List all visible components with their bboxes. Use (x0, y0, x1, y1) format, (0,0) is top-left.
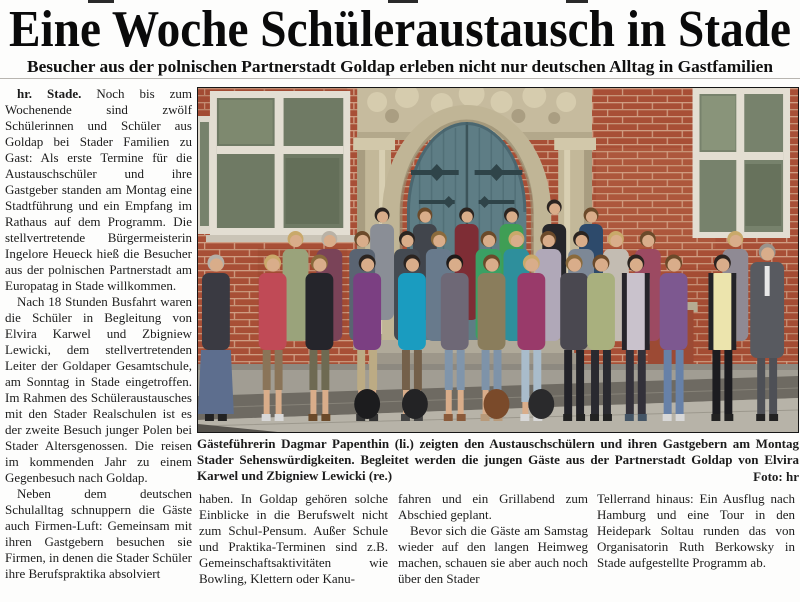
subheadline (0, 55, 800, 79)
headline (0, 1, 800, 57)
window-left (206, 91, 355, 242)
article-paragraph: fahren und ein Grillabend zum Abschied geplant. (398, 491, 588, 522)
paragraph-text: Noch bis zum Wochenende sind zwölf Schülerinnen und Schüler aus Goldap bei Stader Familien zu Gast: Als erste Termine für die Austauschschüler und ihre Gastgeber standen am Montag eine Stadtführung und ein Empfang im Rathaus auf dem Programm. Die stellvertretende Bürgermeisterin Ingelore Heueck hieß die Besucher aus der polnischen Partnerstadt am Europatag in Stade willkommen. (5, 86, 192, 293)
window-partial-left (198, 116, 212, 234)
bag (354, 389, 380, 419)
bag (484, 389, 510, 419)
article-paragraph: Neben dem deutschen Schulalltag schnuppern die Gäste auch Firmen-Luft: Gemeinsam mit ihren Gastgebern besuchen sie Firmen, in denen die Stader Schüler ihre Berufspraktika absolviert (5, 486, 192, 581)
group-photo-illustration (198, 88, 798, 432)
article-column-3 (398, 491, 588, 597)
article-paragraph: Nach 18 Stunden Busfahrt waren die Schüler in Begleitung von Elvira Karwel und Zbigniew Lewicki, dem stellvertretenden Leiter der Goldaper Gesamtschule, am Sonntag in Stade eingetroffen. Im Rahmen des Schüleraustausches mit den Stader Realschulen ist es der zweite Besuch junger Polen bei Stader Altersgenossen. Die reisen im kommenden Jahr zu einem Gegenbesuch nach Goldap. (5, 294, 192, 485)
photo-credit: Foto: hr (743, 469, 799, 485)
window-right (693, 88, 791, 238)
dateline: hr. Stade. (17, 86, 82, 101)
photo-caption (197, 436, 799, 486)
article-column-1 (5, 86, 192, 598)
article-paragraph: haben. In Goldap gehören solche Einblicke in die Berufswelt nicht zum Schul-Pensum. Außer Schule und Praktika-Terminen sind z.B. Gemeinschaftsaktivitäten wie Bowling, Klettern oder Kanu- (199, 491, 388, 586)
divider-rule (0, 78, 800, 79)
article-photo (197, 87, 799, 433)
subheadline-text: Besucher aus der polnischen Partnerstadt Goldap erleben nicht nur deutschen Alltag in Gastfamilien (27, 57, 774, 76)
caption-text: Gästeführerin Dagmar Papenthin (li.) zeigten den Austauschschülern und ihren Gastgebern am Montag Stader Sehenswürdigkeiten. Begleitet werden die jungen Gäste aus der Partnerstadt Goldap von Elvira Karwel und Zbigniew Lewicki (re.) (197, 436, 799, 483)
article-paragraph: Bevor sich die Gäste am Samstag wieder auf den langen Heimweg machen, schauen sie aber auch noch über den Stader (398, 523, 588, 586)
article-column-2 (199, 491, 388, 597)
person (198, 255, 234, 422)
article-paragraph: Tellerrand hinaus: Ein Ausflug nach Hamburg und eine Tour in den Heidepark Soltau runden das von Organisatorin Ruth Berkowsky in Stade aufgestellte Programm ab. (597, 491, 795, 570)
headline-text: Eine Woche Schüleraustausch in Stade (9, 1, 791, 57)
bag (528, 389, 554, 419)
article-paragraph (5, 86, 192, 294)
article-column-4 (597, 491, 795, 597)
bag (402, 389, 428, 419)
